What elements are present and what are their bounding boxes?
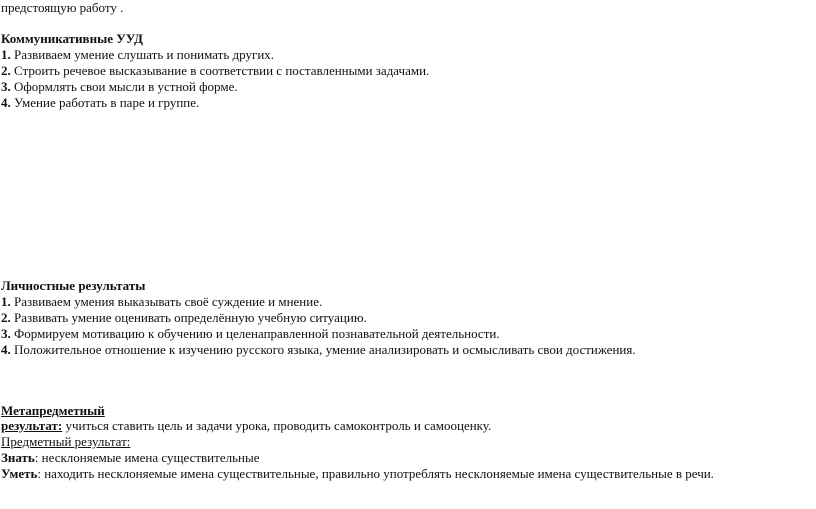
subject-can-line	[1, 466, 714, 482]
item-text: Оформлять свои мысли в устной форме.	[10, 79, 238, 94]
meta-heading: Метапредметный	[1, 403, 105, 418]
item-number: 4.	[1, 342, 11, 357]
item-number: 4.	[1, 95, 11, 110]
item-number: 1.	[1, 47, 11, 62]
personal-item-1	[1, 294, 322, 310]
communicative-item-4	[1, 95, 199, 111]
subject-know-line	[1, 450, 259, 466]
item-text: Формируем мотивацию к обучению и целенаправленной познавательной деятельности.	[10, 326, 500, 341]
personal-heading: Личностные результаты	[1, 278, 146, 293]
communicative-heading: Коммуникативные УУД	[1, 31, 143, 46]
item-number: 2.	[1, 310, 11, 325]
can-label: Уметь	[1, 466, 38, 481]
item-number: 2.	[1, 63, 11, 78]
item-number: 3.	[1, 326, 11, 341]
item-text: Строить речевое высказывание в соответствии с поставленными задачами.	[10, 63, 430, 78]
meta-result-label: результат:	[1, 418, 63, 433]
item-number: 1.	[1, 294, 11, 309]
communicative-item-2	[1, 63, 429, 79]
subject-heading: Предметный результат:	[1, 434, 131, 449]
personal-item-2	[1, 310, 367, 326]
item-text: Развиваем умения выказывать своё суждение и мнение.	[10, 294, 323, 309]
meta-result-text: учиться ставить цель и задачи урока, проводить самоконтроль и самооценку.	[62, 418, 492, 433]
know-text: : несклоняемые имена существительные	[34, 450, 260, 465]
item-text: Умение работать в паре и группе.	[10, 95, 200, 110]
item-text: Развиваем умение слушать и понимать других.	[10, 47, 275, 62]
meta-result-line	[1, 418, 491, 434]
communicative-item-1	[1, 47, 274, 63]
intro-tail-text: предстоящую работу .	[1, 0, 124, 15]
personal-item-4	[1, 342, 636, 358]
personal-item-3	[1, 326, 500, 342]
item-text: Положительное отношение к изучению русского языка, умение анализировать и осмысливать свои достижения.	[10, 342, 636, 357]
item-text: Развивать умение оценивать определённую учебную ситуацию.	[10, 310, 367, 325]
item-number: 3.	[1, 79, 11, 94]
know-label: Знать	[1, 450, 35, 465]
can-text: : находить несклоняемые имена существительные, правильно употреблять несклоняемые имена существительные в речи.	[37, 466, 714, 481]
communicative-item-3	[1, 79, 238, 95]
